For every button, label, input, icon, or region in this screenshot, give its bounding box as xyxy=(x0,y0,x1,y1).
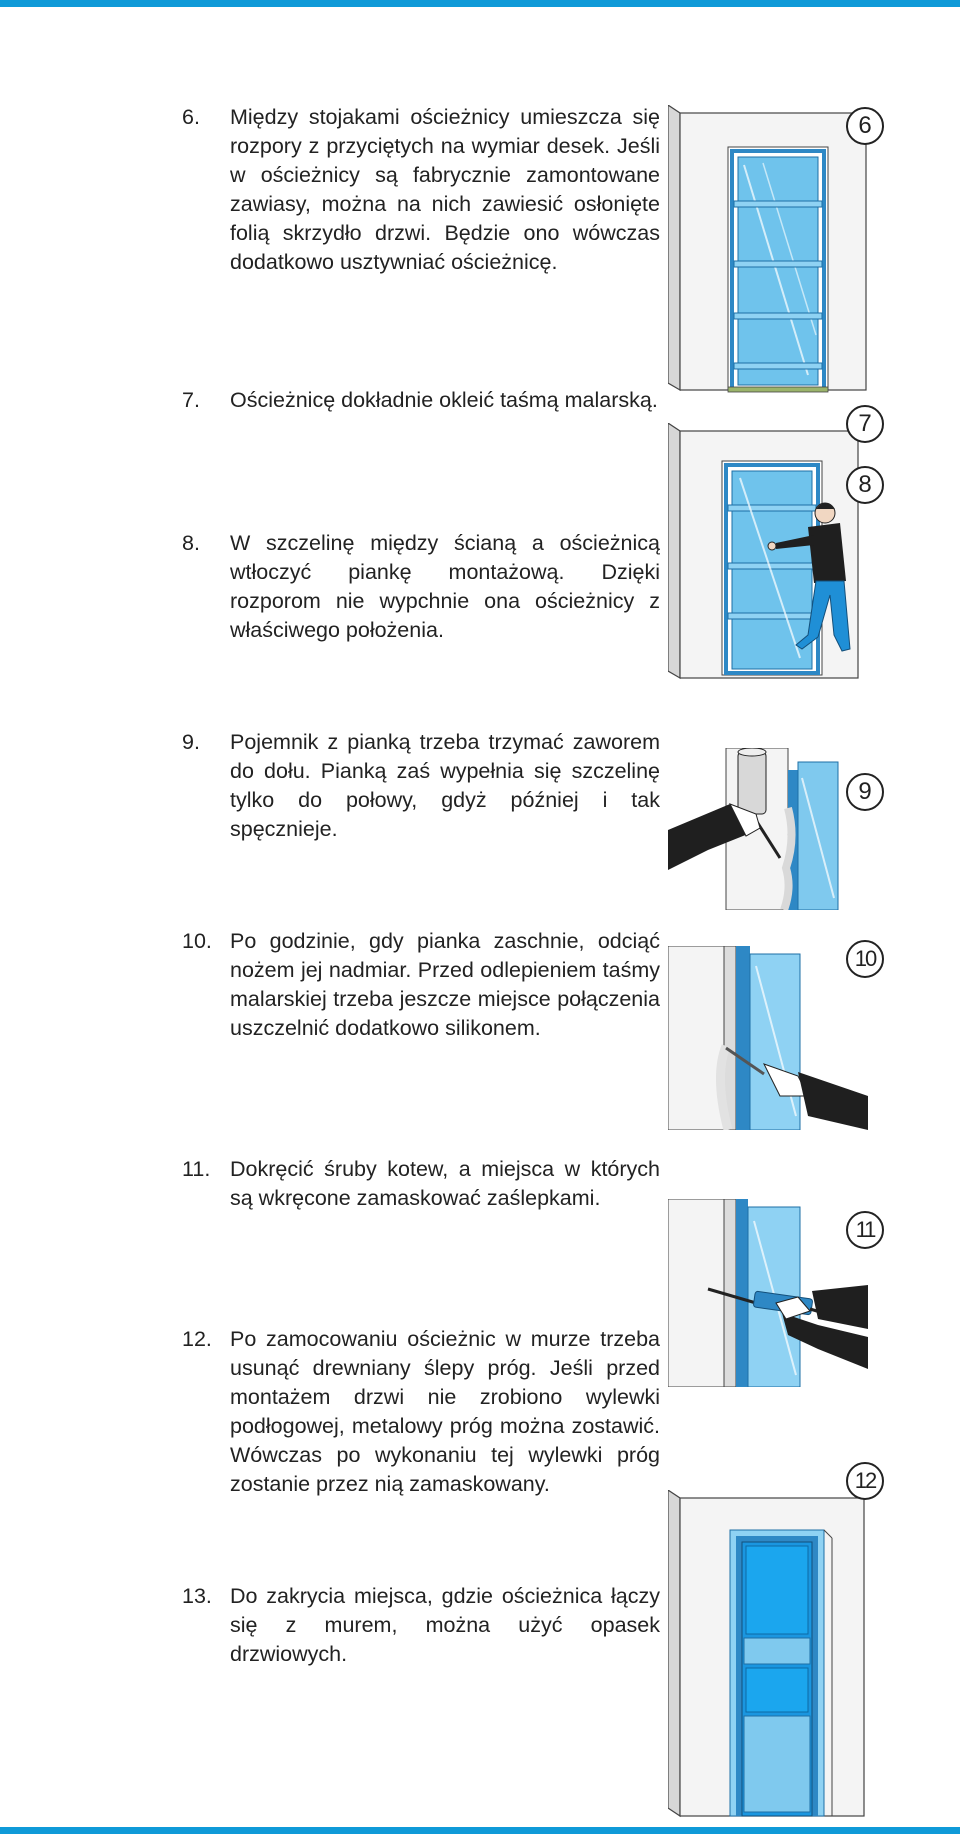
step-12 xyxy=(182,1325,660,1499)
step-text: Ościeżnicę dokładnie okleić taśmą malarską. xyxy=(230,388,658,412)
step-number: 12. xyxy=(182,1327,212,1351)
step-number: 11. xyxy=(182,1157,211,1181)
figure-9-number-badge: 9 xyxy=(846,773,884,811)
illustration-foam-installation xyxy=(668,423,868,683)
step-number: 8. xyxy=(182,531,200,555)
step-number: 10. xyxy=(182,929,212,953)
illustration-foam-can xyxy=(668,748,868,910)
step-text: Po zamocowaniu ościeżnic w murze trzeba usunąć drewniany ślepy próg. Jeśli przed montażem drzwi nie zrobiono wylewki podłogowej, metalowy próg można zostawić. Wówczas po wykonaniu tej wylewki próg zostanie przez nią zamaskowany. xyxy=(230,1327,660,1496)
illustration-silicone-gun xyxy=(668,1199,868,1387)
step-text: Pojemnik z pianką trzeba trzymać zaworem do dołu. Pianką zaś wypełnia się szczelinę tylko do połowy, gdyż później i tak spęcznieje. xyxy=(230,730,660,841)
step-11 xyxy=(182,1155,660,1213)
step-text: Między stojakami ościeżnicy umieszcza się rozpory z przyciętych na wymiar desek. Jeśli w ościeżnicy są fabrycznie zamontowane zawiasy, można na nich zawiesić osłonięte folią skrzydło drzwi. Będzie ono wówczas dodatkowo usztywniać ościeżnicę. xyxy=(230,105,660,274)
figure-7-number-badge: 7 xyxy=(846,405,884,443)
step-6 xyxy=(182,103,660,277)
step-text: Dokręcić śruby kotew, a miejsca w których są wkręcone zamaskować zaślepkami. xyxy=(230,1157,660,1210)
step-8 xyxy=(182,529,660,645)
illustration-knife-cutting xyxy=(668,946,868,1130)
step-text: W szczelinę między ścianą a ościeżnicą wtłoczyć piankę montażową. Dzięki rozporom nie wypchnie ona ościeżnicy z właściwego położenia. xyxy=(230,531,660,642)
step-text: Po godzinie, gdy pianka zaschnie, odciąć nożem jej nadmiar. Przed odlepieniem taśmy malarskiej trzeba jeszcze miejsce połączenia uszczelnić dodatkowo silikonem. xyxy=(230,929,660,1040)
step-number: 9. xyxy=(182,730,200,754)
bottom-accent-bar xyxy=(0,1827,960,1834)
illustration-door-frame-braces xyxy=(668,105,868,395)
step-7 xyxy=(182,386,660,415)
figure-8-number-badge: 8 xyxy=(846,466,884,504)
step-number: 13. xyxy=(182,1584,212,1608)
step-number: 7. xyxy=(182,388,200,412)
step-9 xyxy=(182,728,660,844)
illustration-finished-door xyxy=(668,1490,868,1818)
step-13 xyxy=(182,1582,660,1669)
figure-10-number-badge: 10 xyxy=(846,940,884,978)
step-text: Do zakrycia miejsca, gdzie ościeżnica łączy się z murem, można użyć opasek drzwiowych. xyxy=(230,1584,660,1666)
figure-6-number-badge: 6 xyxy=(846,107,884,145)
step-number: 6. xyxy=(182,105,200,129)
figure-11-number-badge: 11 xyxy=(846,1211,884,1249)
top-accent-bar xyxy=(0,0,960,7)
step-10 xyxy=(182,927,660,1043)
figure-12-number-badge: 12 xyxy=(846,1462,884,1500)
